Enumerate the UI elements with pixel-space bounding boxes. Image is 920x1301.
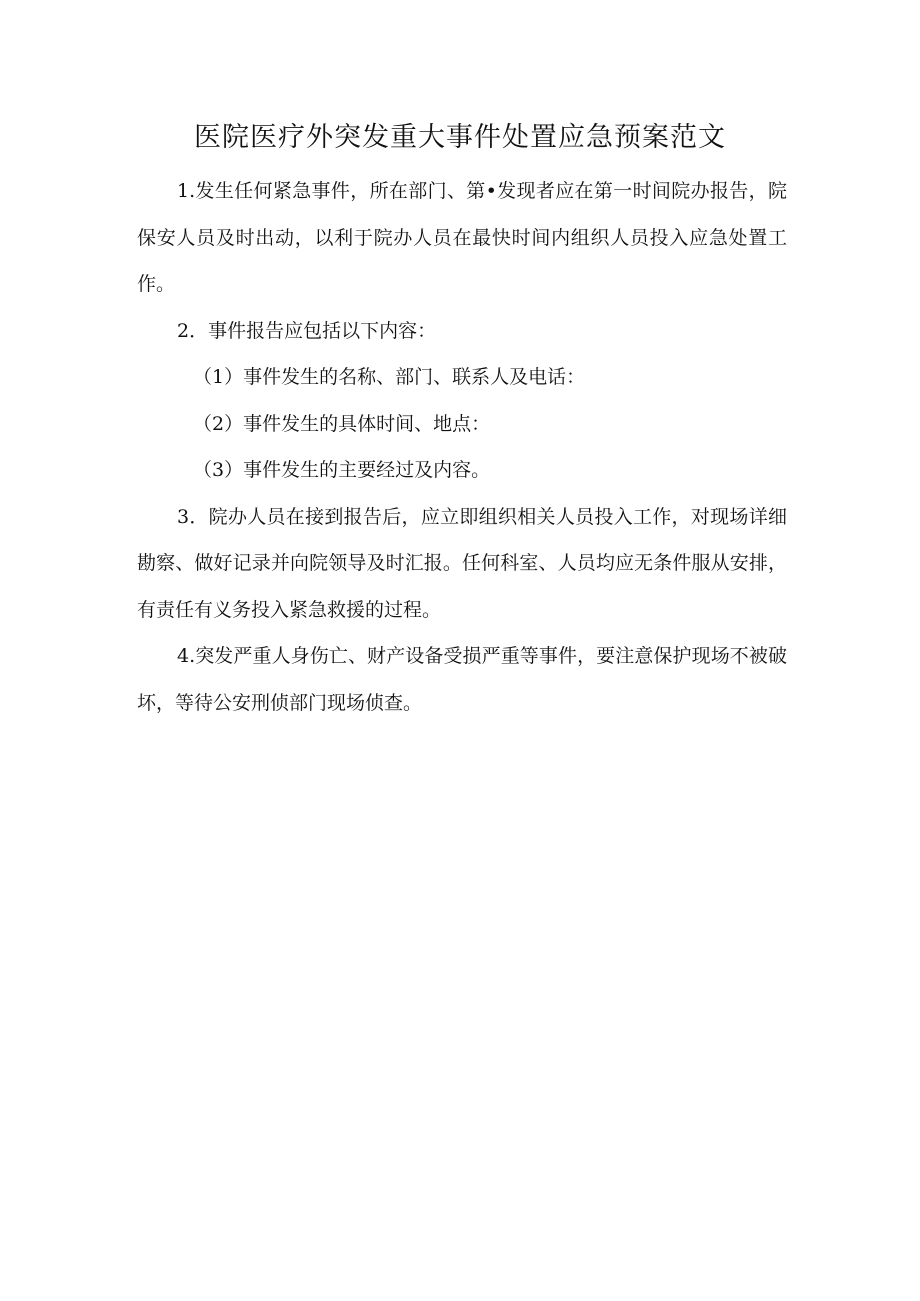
list-item-3: （3）事件发生的主要经过及内容。 <box>193 459 491 481</box>
paragraph-3: 3．院办人员在接到报告后，应立即组织相关人员投入工作，对现场详细勘察、做好记录并向院领导及时汇报。任何科室、人员均应无条件服从安排，有责任有义务投入紧急救援的过程。 <box>137 505 787 621</box>
paragraph-1: 1.发生任何紧急事件，所在部门、第•发现者应在第一时间院办报告，院保安人员及时出动，以利于院办人员在最快时间内组织人员投入应急处置工作。 <box>137 180 787 295</box>
document-title: 医院医疗外突发重大事件处置应急预案范文 <box>194 122 726 153</box>
list-item-1: （1）事件发生的名称、部门、联系人及电话： <box>193 366 586 388</box>
document-body <box>137 168 787 726</box>
paragraph-4: 4.突发严重人身伤亡、财产设备受损严重等事件，要注意保护现场不被破坏，等待公安刑侦部门现场侦查。 <box>137 645 787 714</box>
list-item-2: （2）事件发生的具体时间、地点： <box>193 412 491 435</box>
paragraph-2: 2．事件报告应包括以下内容： <box>177 319 437 342</box>
